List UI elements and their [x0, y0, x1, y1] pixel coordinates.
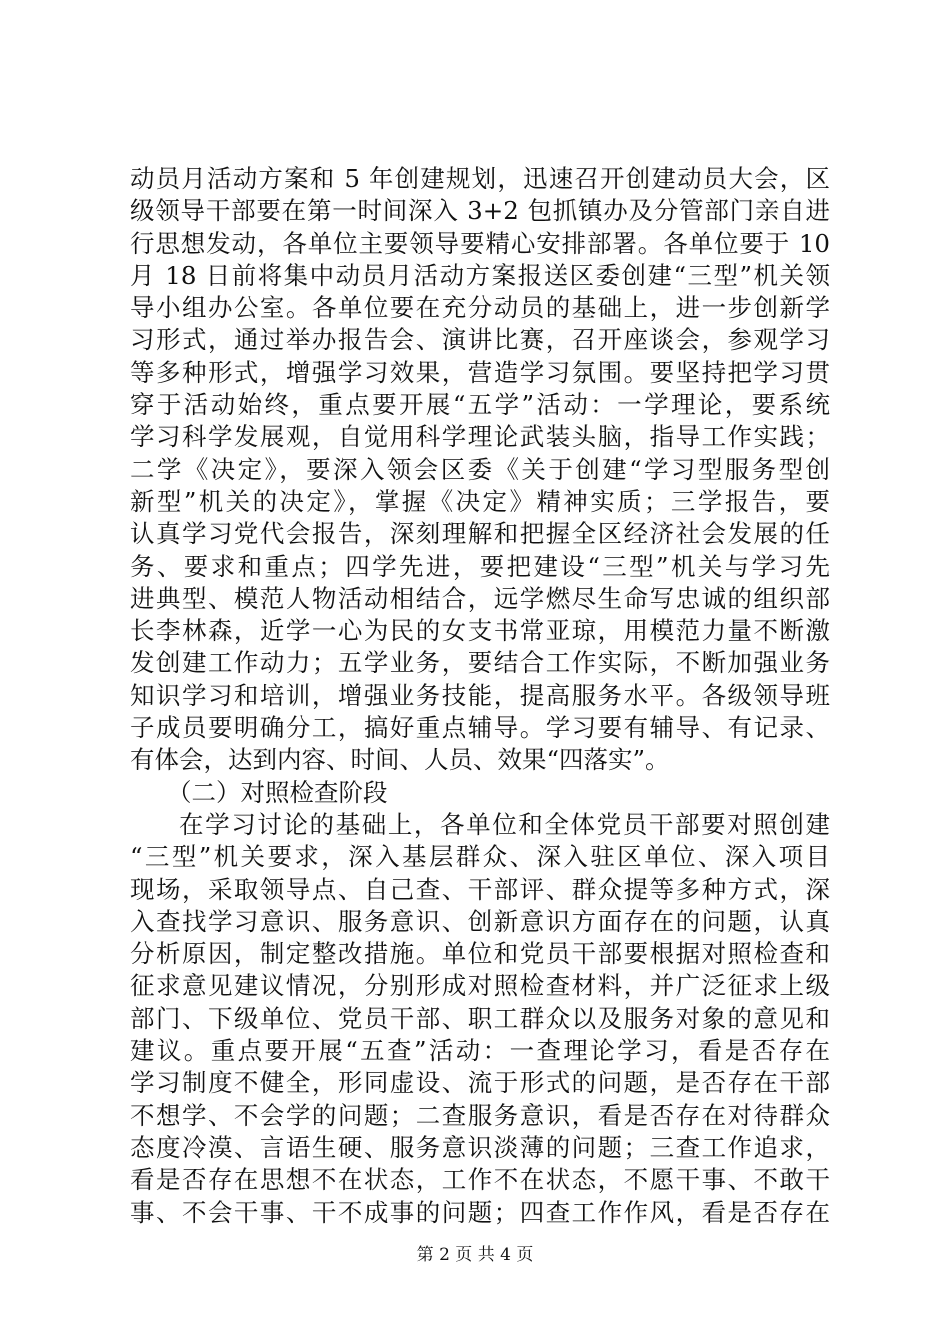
text-line: 认真学习党代会报告，深刻理解和把握全区经济社会发展的任	[130, 519, 830, 549]
text-line: 分析原因，制定整改措施。单位和党员干部要根据对照检查和	[130, 939, 830, 969]
text-line: 不想学、不会学的问题；二查服务意识，看是否存在对待群众	[130, 1100, 830, 1130]
text-line: 二学《决定》，要深入领会区委《关于创建“学习型服务型创	[130, 454, 830, 484]
page-footer: 第 2 页 共 4 页	[416, 1245, 534, 1265]
text-line: 态度冷漠、言语生硬、服务意识淡薄的问题；三查工作追求，	[130, 1132, 830, 1162]
text-line: 子成员要明确分工，搞好重点辅导。学习要有辅导、有记录、	[130, 713, 830, 743]
text-line: “三型”机关要求，深入基层群众、深入驻区单位、深入项目	[130, 842, 830, 872]
text-line: 进典型、模范人物活动相结合，远学燃尽生命写忠诚的组织部	[130, 583, 830, 613]
text-line: 习形式，通过举办报告会、演讲比赛，召开座谈会，参观学习	[130, 325, 830, 355]
text-line: 建议。重点要开展“五查”活动：一查理论学习，看是否存在	[130, 1036, 830, 1066]
text-line: 有体会，达到内容、时间、人员、效果“四落实”。	[130, 745, 670, 775]
text-line: 征求意见建议情况，分别形成对照检查材料，并广泛征求上级	[130, 971, 830, 1001]
text-line: 入查找学习意识、服务意识、创新意识方面存在的问题，认真	[130, 906, 830, 936]
text-line: 动员月活动方案和 5 年创建规划，迅速召开创建动员大会，区	[130, 164, 830, 193]
body-text	[130, 163, 830, 1229]
text-line: 月 18 日前将集中动员月活动方案报送区委创建“三型”机关领	[130, 260, 830, 290]
text-line: 行思想发动，各单位主要领导要精心安排部署。各单位要于 10	[130, 228, 830, 258]
section-heading: （二）对照检查阶段	[167, 777, 388, 807]
text-line: 知识学习和培训，增强业务技能，提高服务水平。各级领导班	[130, 680, 830, 710]
text-line: 发创建工作动力；五学业务，要结合工作实际，不断加强业务	[130, 648, 830, 678]
text-line: 学习制度不健全，形同虚设、流于形式的问题，是否存在干部	[130, 1068, 830, 1098]
text-line: 级领导干部要在第一时间深入 3+2 包抓镇办及分管部门亲自进	[130, 196, 830, 226]
text-line: 部门、下级单位、党员干部、职工群众以及服务对象的意见和	[130, 1003, 830, 1033]
text-line: 在学习讨论的基础上，各单位和全体党员干部要对照创建	[179, 809, 830, 839]
paragraph-mobilization	[130, 163, 830, 777]
text-line: 事、不会干事、干不成事的问题；四查工作作风，看是否存在	[130, 1197, 830, 1227]
text-line: 看是否存在思想不在状态，工作不在状态，不愿干事、不敢干	[130, 1165, 830, 1195]
text-line: 新型”机关的决定》，掌握《决定》精神实质；三学报告，要	[130, 486, 830, 516]
text-line: 学习科学发展观，自觉用科学理论武装头脑，指导工作实践；	[130, 422, 830, 452]
text-line: 等多种形式，增强学习效果，营造学习氛围。要坚持把学习贯	[130, 357, 830, 387]
text-line: 务、要求和重点；四学先进，要把建设“三型”机关与学习先	[130, 551, 830, 581]
paragraph-inspection	[130, 809, 830, 1229]
text-line: 长李林森，近学一心为民的女支书常亚琼，用模范力量不断激	[130, 616, 830, 646]
text-line: 现场，采取领导点、自己查、干部评、群众提等多种方式，深	[130, 874, 830, 904]
text-line: 穿于活动始终，重点要开展“五学”活动：一学理论，要系统	[130, 390, 830, 420]
text-line: 导小组办公室。各单位要在充分动员的基础上，进一步创新学	[130, 293, 830, 323]
